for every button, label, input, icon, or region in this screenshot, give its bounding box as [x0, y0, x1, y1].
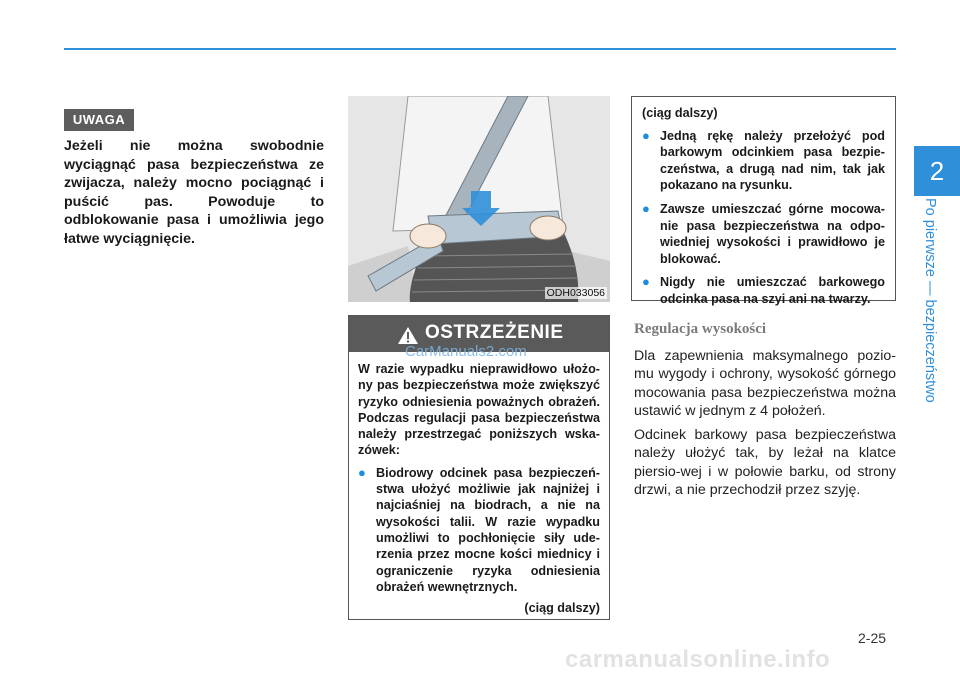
warning-title: OSTRZEŻENIE	[425, 322, 564, 343]
watermark: CarManuals2.com	[405, 343, 527, 360]
list-item	[642, 128, 885, 194]
list-item	[642, 274, 885, 307]
warning-bullet-text: Biodrowy odcinek pasa bezpieczeń-stwa ułożyć możliwie jak najniżej i najciaśniej na biodrach, a nie na wysokości talii. W razie wypadku umożliwi to pochłonięcie siły ude-rzenia przez mocne kości miednicy i ograniczenie ryzyka odniesienia obrażeń wewnętrznych.	[376, 465, 600, 594]
seatbelt-illustration	[348, 96, 610, 302]
seatbelt-drawing	[348, 96, 610, 302]
bullet-icon: ●	[642, 127, 650, 143]
paragraph: Dla zapewnienia maksymalnego pozio-mu wygody i ochrony, wysokość górnego mocowania pasa bezpieczeństwa można ustawić w jednym z 4 położeń.	[634, 348, 896, 419]
warning-header	[349, 316, 609, 360]
uwaga-badge: UWAGA	[64, 109, 134, 131]
section-title: Regulacja wysokości	[634, 321, 767, 337]
chapter-title	[922, 198, 944, 418]
list-item-text: Zawsze umieszczać górne mocowa-nie pasa bezpieczeństwa na odpo-wiedniej wysokości i prawidłowo je blokować.	[660, 201, 885, 266]
figure-code: ODH033056	[546, 287, 605, 299]
chapter-tab: 2	[914, 146, 960, 196]
warning-intro: W razie wypadku nieprawidłowo ułożo-ny pas bezpieczeństwa może zwiększyć ryzyko odniesienia poważnych obrażeń. Podczas regulacji pasa bezpieczeństwa należy przestrzegać poniższych wska-zówek:	[358, 362, 600, 458]
bullet-icon: ●	[358, 464, 366, 480]
list-item	[642, 201, 885, 267]
site-watermark: carmanualsonline.info	[565, 646, 831, 673]
list-item-text: Jedną rękę należy przełożyć pod barkowym odcinkiem pasa bezpie-czeństwa, a drugą nad nim, tak jak pokazano na rysunku.	[660, 128, 885, 193]
warning-bullet	[358, 465, 600, 595]
continuation-header: (ciąg dalszy)	[642, 106, 718, 120]
page-number: 2-25	[858, 630, 887, 646]
header-rule	[64, 48, 896, 50]
paragraph: Odcinek barkowy pasa bezpieczeństwa należy ułożyć tak, by leżał na klatce piersio-wej i w połowie barku, od strony drzwi, a nie przechodził przez szyję.	[634, 427, 896, 499]
warning-box	[348, 315, 610, 620]
uwaga-text: Jeżeli nie można swobodnie wyciągnąć pasa bezpieczeństwa ze zwijacza, należy mocno pociągnąć i puścić pas. Powoduje to odblokowanie pasa i umożliwia jego łatwe wyciągnięcie.	[64, 138, 324, 247]
section-body	[634, 347, 896, 505]
chapter-title-text: Po pierwsze — bezpieczeństwo	[922, 198, 938, 403]
bullet-icon: ●	[642, 274, 650, 290]
bullet-icon: ●	[642, 200, 650, 216]
continuation-box	[631, 96, 896, 306]
continued-label: (ciąg dalszy)	[524, 601, 600, 616]
list-item-text: Nigdy nie umieszczać barkowego odcinka pasa na szyi ani na twarzy.	[660, 275, 885, 306]
